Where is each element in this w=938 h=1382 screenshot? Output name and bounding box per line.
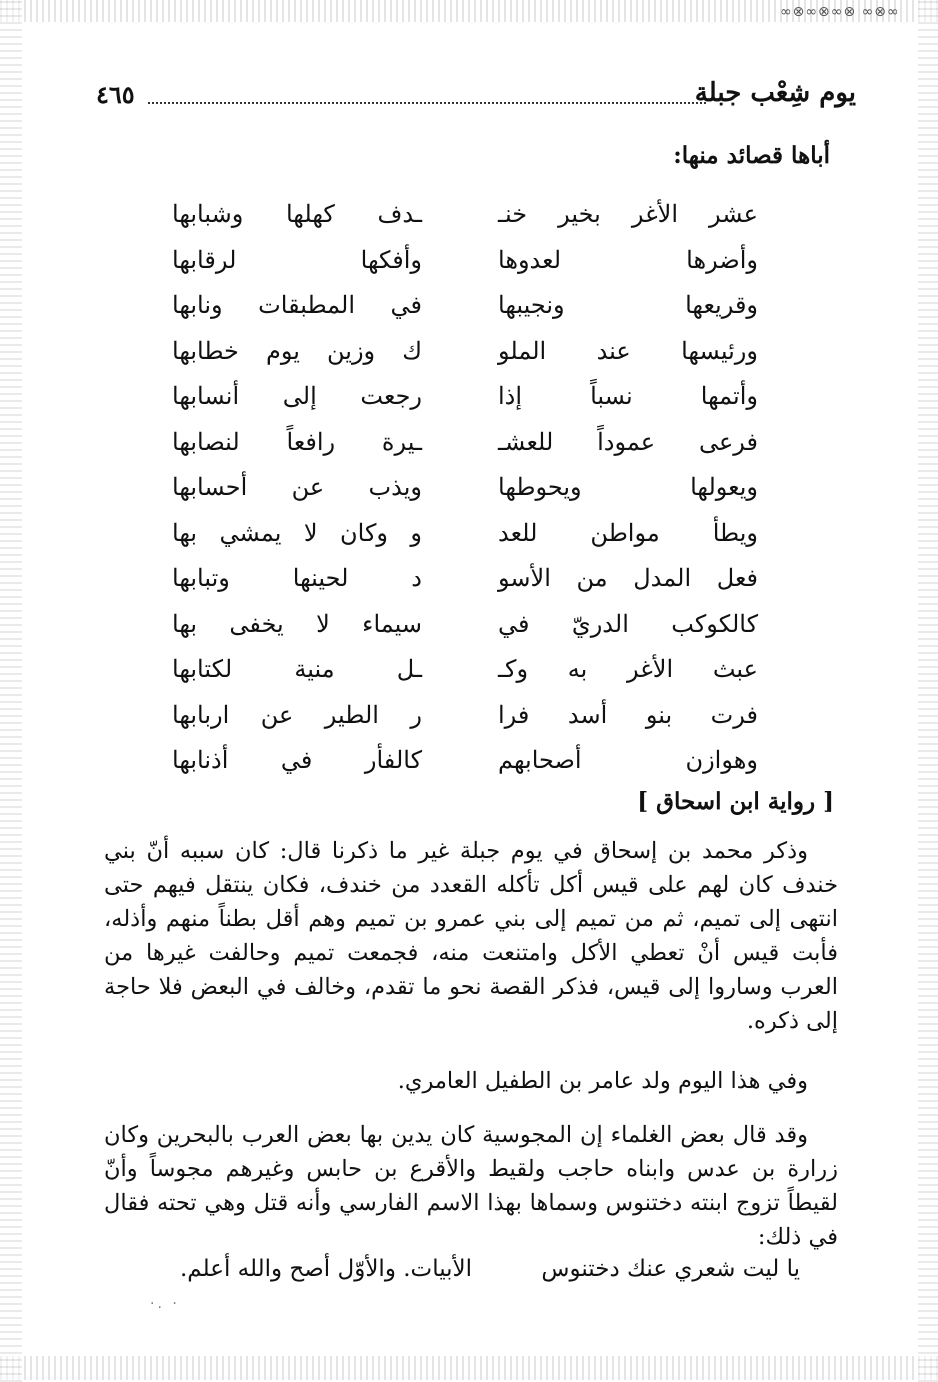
poem-verse (140, 564, 780, 610)
poem (140, 200, 780, 792)
scan-speckle: ·. · (150, 1296, 180, 1312)
closing-verse: يا ليت شعري عنك دختنوس (541, 1256, 800, 1282)
verse-second-hemistich: سيماء لا يخفى بها (172, 609, 422, 638)
verse-first-hemistich: فرت بنو أسد فرا (498, 700, 758, 729)
closing-remark: الأبيات. والأوّل أصح والله أعلم. (180, 1256, 473, 1282)
verse-second-hemistich: ـل منية لكتابها (172, 655, 422, 683)
verse-second-hemistich: د لحينها وتبابها (172, 564, 422, 592)
poem-verse (140, 291, 780, 337)
verse-second-hemistich: ـيرة رافعاً لنصابها (172, 427, 422, 456)
poem-verse (140, 746, 780, 792)
verse-first-hemistich: وقريعها ونجيبها (498, 291, 758, 319)
header-dot-leader (148, 102, 706, 104)
paragraph-text: وقد قال بعض الغلماء إن المجوسية كان يدين بها بعض العرب بالبحرين وكان زرارة بن عدس وابناه حاجب ولقيط والأقرع بن حابس وغيرهم مجوساً وأنّ لقيطاً تزوج ابنته دختنوس وسماها بهذا الاسم الفارسي وأنه قتل وهي تحته فقال في ذلك: (104, 1122, 838, 1250)
verse-first-hemistich: عبث الأغر به وكـ (498, 655, 758, 683)
verse-first-hemistich: كالكوكب الدريّ في (498, 609, 758, 638)
verse-second-hemistich: و وكان لا يمشي بها (172, 518, 422, 547)
closing-line (180, 1256, 800, 1292)
poem-verse (140, 246, 780, 292)
poem-verse (140, 428, 780, 474)
paragraph-2 (104, 1064, 838, 1098)
poem-verse (140, 382, 780, 428)
poem-verse (140, 473, 780, 519)
poem-verse (140, 610, 780, 656)
running-header (96, 78, 856, 118)
verse-first-hemistich: وأتمها نسباً إذا (498, 382, 758, 410)
ornament-icon: ∞⊗∞⊗∞⊗ ∞⊗∞ (780, 4, 900, 20)
scan-border-bottom (0, 1356, 938, 1380)
verse-first-hemistich: فرعى عموداً للعشـ (498, 427, 758, 456)
verse-first-hemistich: ويعولها ويحوطها (498, 473, 758, 501)
poem-intro: أباها قصائد منها: (673, 142, 830, 169)
verse-second-hemistich: وأفكها لرقابها (172, 245, 422, 274)
verse-first-hemistich: وأضرها لعدوها (498, 245, 758, 274)
verse-second-hemistich: ك وزين يوم خطابها (172, 336, 422, 365)
section-heading: [ رواية ابن اسحاق ] (637, 788, 834, 815)
verse-first-hemistich: ويطأ مواطن للعد (498, 518, 758, 547)
verse-second-hemistich: كالفأر في أذنابها (172, 746, 422, 774)
scan-border-right (918, 0, 938, 1382)
verse-second-hemistich: في المطبقات ونابها (172, 291, 422, 319)
verse-second-hemistich: ـدف كهلها وشبابها (172, 200, 422, 228)
paragraph-1 (104, 834, 838, 1038)
paragraph-text: وذكر محمد بن إسحاق في يوم جبلة غير ما ذكرنا قال: كان سببه أنّ بني خندف كان لهم على قيس أكل تأكله القعدد من خندف، فكان ينتقل فيهم حتى انتهى إلى تميم، ثم من تميم إلى بني عمرو بن تميم وهم أقل بطناً منهم وأذله، فأبت قيس أنْ تعطي الأكل وامتنعت منه، فجمعت تميم وحالفت غيرها من العرب وساروا إلى قيس، فذكر القصة نحو ما تقدم، وخالف في البعض فلا حاجة إلى ذكره. (104, 838, 838, 1034)
verse-second-hemistich: ر الطير عن اربابها (172, 700, 422, 729)
verse-first-hemistich: فعل المدل من الأسو (498, 564, 758, 592)
poem-verse (140, 655, 780, 701)
scan-border-left (0, 0, 22, 1382)
page-title: يوم شِعْب جبلة (694, 78, 856, 108)
verse-second-hemistich: ويذب عن أحسابها (172, 473, 422, 501)
poem-verse (140, 519, 780, 565)
verse-first-hemistich: عشر الأغر بخير خنـ (498, 200, 758, 228)
paragraph-text: وفي هذا اليوم ولد عامر بن الطفيل العامري. (397, 1068, 808, 1094)
verse-first-hemistich: وهوازن أصحابهم (498, 746, 758, 774)
page-number: ٤٦٥ (96, 80, 135, 109)
poem-verse (140, 337, 780, 383)
verse-first-hemistich: ورئيسها عند الملو (498, 336, 758, 365)
paragraph-3 (104, 1118, 838, 1254)
verse-second-hemistich: رجعت إلى أنسابها (172, 382, 422, 410)
poem-verse (140, 701, 780, 747)
poem-verse (140, 200, 780, 246)
